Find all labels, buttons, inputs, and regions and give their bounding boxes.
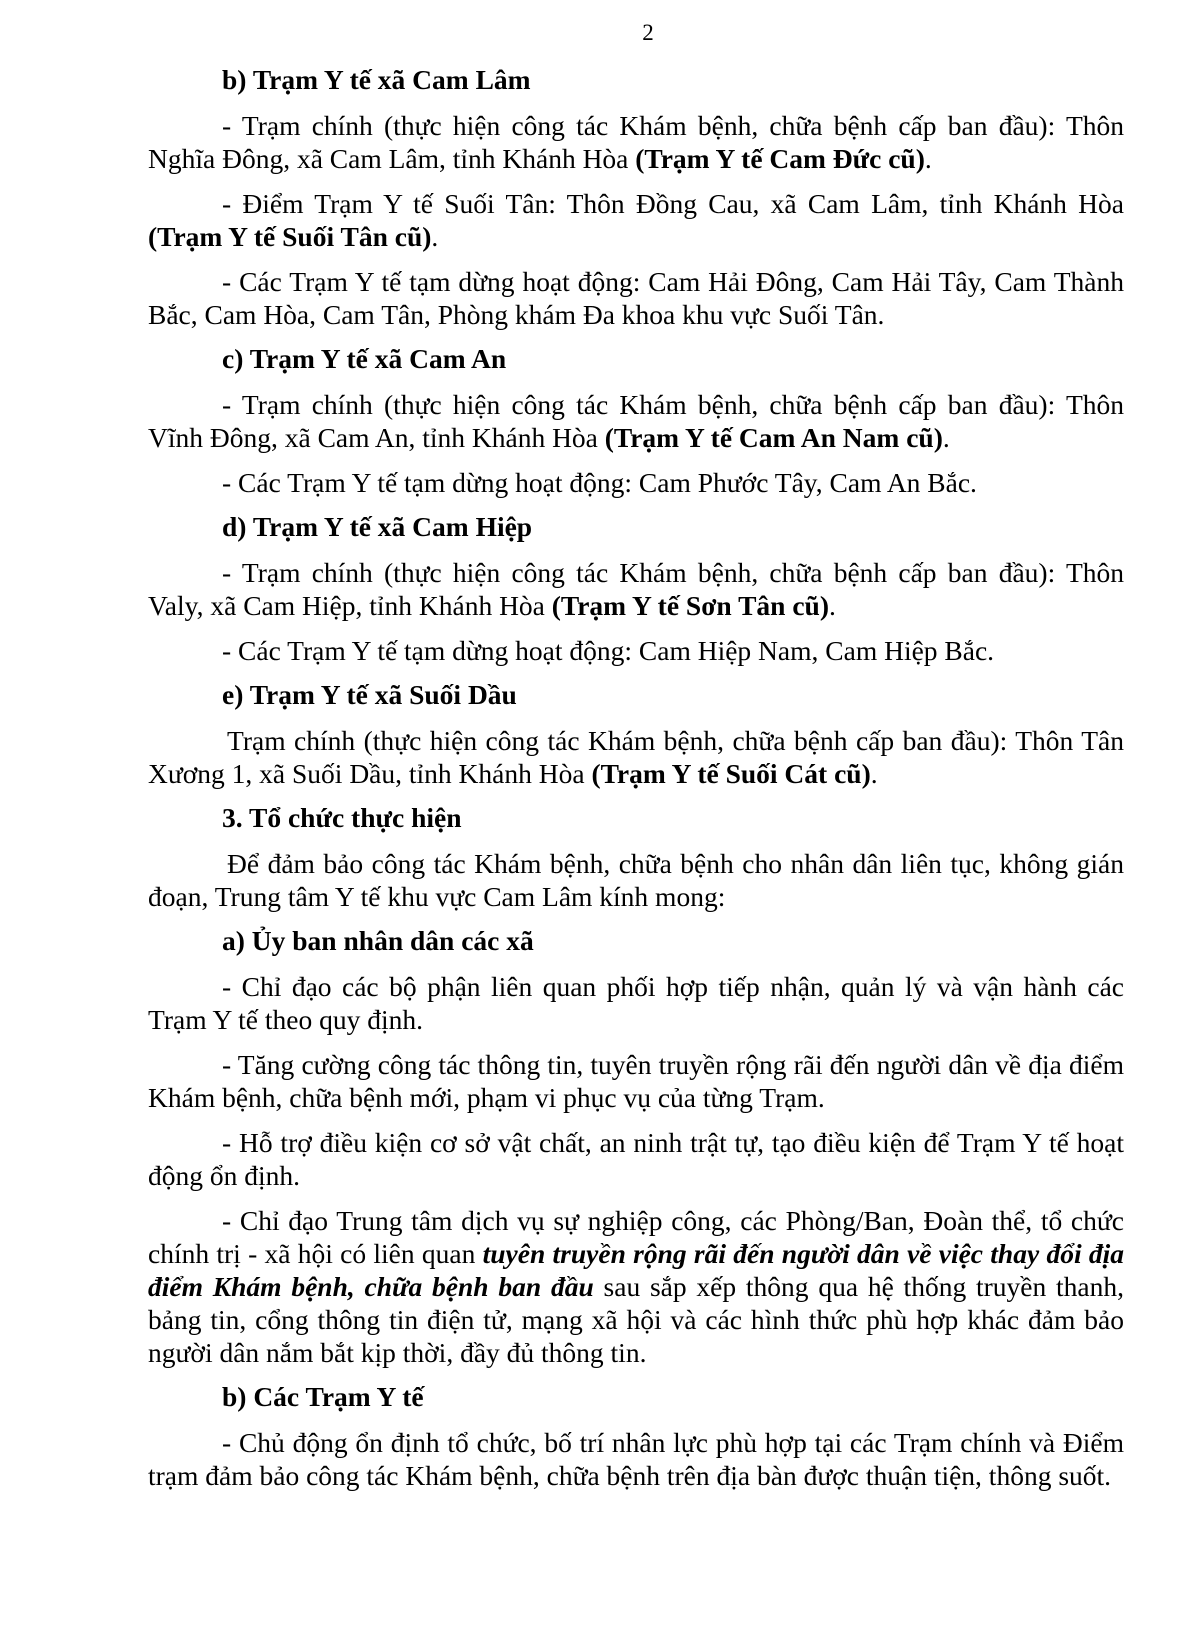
paragraph-emphasis: tuyên truyền rộng rãi đến người dân về việc thay đổi địa điểm Khám bệnh, chữa bệnh ban đầu [148,1238,1125,1302]
paragraph-text: - Trạm chính (thực hiện công tác Khám bệnh, chữa bệnh cấp ban đầu): Thôn Nghĩa Đông, xã Cam Lâm, tỉnh Khánh Hòa [148,110,1124,174]
paragraph-end: sau sắp xếp thông qua hệ thống truyền thanh, bảng tin, cổng thông tin điện tử, mạng xã hội và các hình thức phù hợp khác đảm bảo người dân nắm bắt kịp thời, đầy đủ thông tin. [148,1271,1124,1368]
paragraph-suoi-dau-main-station [148,724,1124,790]
heading-tram-y-te-cam-hiep: d) Trạm Y tế xã Cam Hiệp [222,511,533,542]
heading-tram-y-te-cam-an: c) Trạm Y tế xã Cam An [222,343,507,374]
paragraph-text: - Điểm Trạm Y tế Suối Tân: Thôn Đồng Cau, xã Cam Lâm, tỉnh Khánh Hòa [222,188,1124,219]
paragraph-end: . [942,422,950,453]
paragraph-cam-hiep-main-station [148,556,1124,622]
paragraph-support-facilities: - Hỗ trợ điều kiện cơ sở vật chất, an ninh trật tự, tạo điều kiện để Trạm Y tế hoạt động ổn định. [148,1127,1124,1191]
paragraph-direct-departments: - Chỉ đạo các bộ phận liên quan phối hợp tiếp nhận, quản lý và vận hành các Trạm Y tế theo quy định. [148,971,1124,1035]
paragraph-bold-note: (Trạm Y tế Suối Tân cũ) [148,221,432,252]
paragraph-stabilize-organization: - Chủ động ổn định tổ chức, bố trí nhân lực phù hợp tại các Trạm chính và Điểm trạm đảm bảo công tác Khám bệnh, chữa bệnh trên địa bàn được thuận tiện, thông suốt. [148,1427,1124,1491]
paragraph-bold-note: (Trạm Y tế Cam Đức cũ) [635,143,925,174]
heading-uy-ban-nhan-dan: a) Ủy ban nhân dân các xã [222,925,534,956]
paragraph-text: - Chỉ đạo Trung tâm dịch vụ sự nghiệp công, các Phòng/Ban, Đoàn thể, tổ chức chính trị - xã hội có liên quan [148,1205,1124,1269]
paragraph-cam-hiep-suspended: - Các Trạm Y tế tạm dừng hoạt động: Cam Hiệp Nam, Cam Hiệp Bắc. [222,635,995,666]
page-number: 2 [642,20,654,45]
heading-tram-y-te-suoi-dau: e) Trạm Y tế xã Suối Dầu [222,679,517,710]
heading-cac-tram-y-te: b) Các Trạm Y tế [222,1381,424,1412]
paragraph-direct-propaganda [148,1204,1124,1369]
heading-tram-y-te-cam-lam: b) Trạm Y tế xã Cam Lâm [222,64,531,95]
paragraph-bold-note: (Trạm Y tế Suối Cát cũ) [591,758,871,789]
paragraph-bold-note: (Trạm Y tế Sơn Tân cũ) [551,590,830,621]
paragraph-end: . [924,143,932,174]
paragraph-text: - Trạm chính (thực hiện công tác Khám bệnh, chữa bệnh cấp ban đầu): Thôn Valy, xã Cam Hiệp, tỉnh Khánh Hòa [148,557,1124,621]
paragraph-bold-note: (Trạm Y tế Cam An Nam cũ) [604,422,943,453]
paragraph-text: Trạm chính (thực hiện công tác Khám bệnh, chữa bệnh cấp ban đầu): Thôn Tân Xương 1, xã Suối Dầu, tỉnh Khánh Hòa [148,725,1124,789]
paragraph-cam-an-main-station [148,388,1124,454]
paragraph-implementation-intro: Để đảm bảo công tác Khám bệnh, chữa bệnh cho nhân dân liên tục, không gián đoạn, Trung tâm Y tế khu vực Cam Lâm kính mong: [148,848,1124,912]
paragraph-cam-lam-suspended: - Các Trạm Y tế tạm dừng hoạt động: Cam Hải Đông, Cam Hải Tây, Cam Thành Bắc, Cam Hòa, Cam Tân, Phòng khám Đa khoa khu vực Suối Tân. [148,266,1124,330]
paragraph-end: . [829,590,836,621]
paragraph-cam-an-suspended: - Các Trạm Y tế tạm dừng hoạt động: Cam Phước Tây, Cam An Bắc. [222,467,977,498]
heading-to-chuc-thuc-hien: 3. Tổ chức thực hiện [222,802,462,833]
paragraph-cam-lam-main-station [148,109,1124,175]
paragraph-text: - Trạm chính (thực hiện công tác Khám bệnh, chữa bệnh cấp ban đầu): Thôn Vĩnh Đông, xã Cam An, tỉnh Khánh Hòa [148,389,1124,453]
paragraph-strengthen-information: - Tăng cường công tác thông tin, tuyên truyền rộng rãi đến người dân về địa điểm Khám bệnh, chữa bệnh mới, phạm vi phục vụ của từng Trạm. [148,1049,1124,1113]
paragraph-end: . [870,758,878,789]
paragraph-end: . [431,221,439,252]
paragraph-suoi-tan-point [148,187,1124,253]
